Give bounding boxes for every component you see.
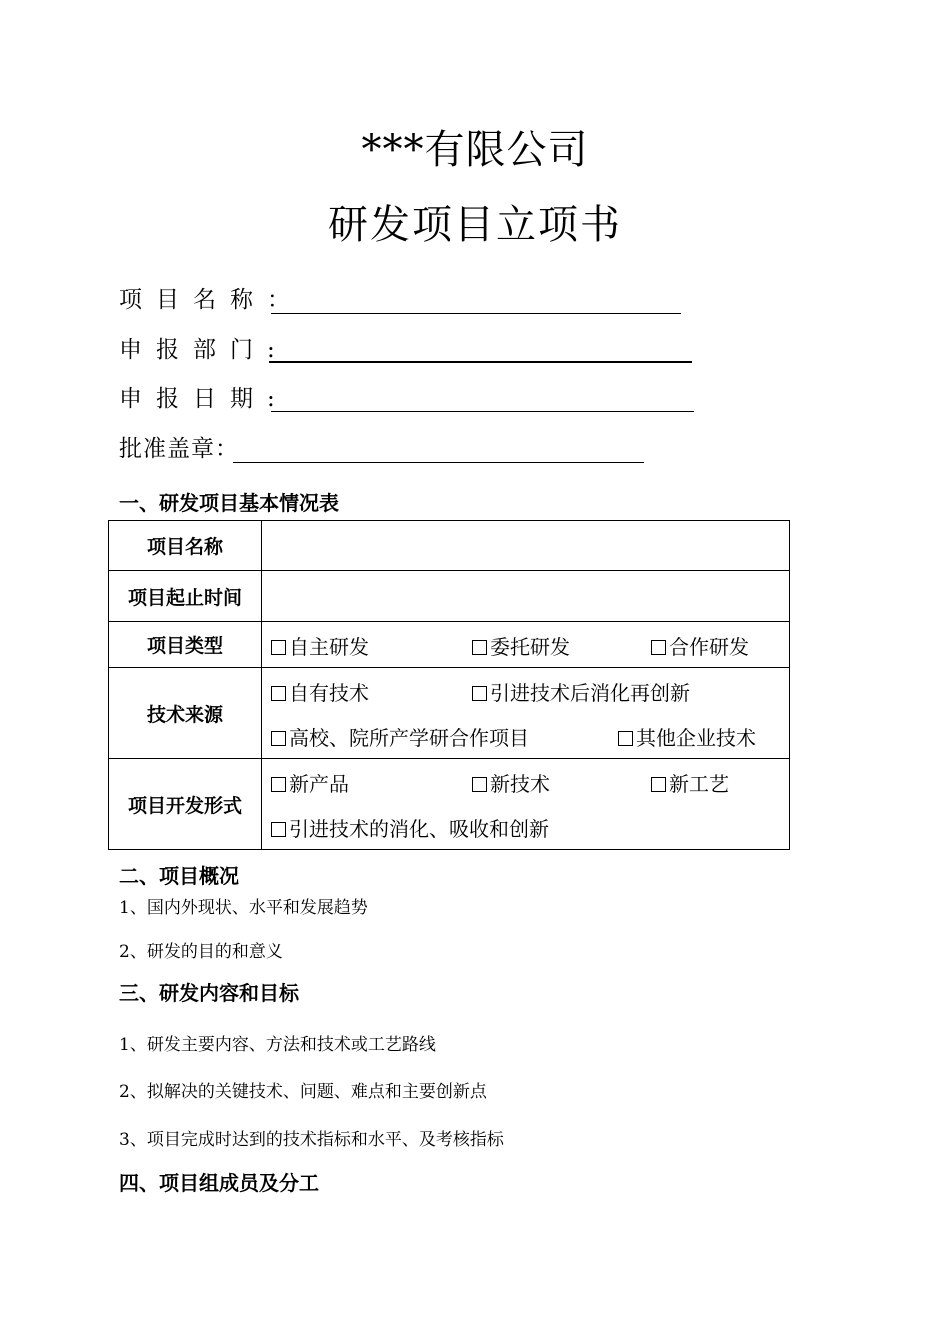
- checkbox-icon[interactable]: [472, 686, 487, 701]
- checkbox-icon[interactable]: [618, 731, 633, 746]
- apply-date-field[interactable]: [271, 386, 694, 412]
- section3-item-2: 2、拟解决的关键技术、问题、难点和主要创新点: [119, 1082, 487, 1102]
- dev-form-cell-label: 项目开发形式: [109, 759, 262, 850]
- checkbox-icon[interactable]: [271, 731, 286, 746]
- form-option-new-process[interactable]: 新工艺: [651, 768, 729, 797]
- source-option-own[interactable]: 自有技术: [271, 677, 369, 706]
- department-field[interactable]: [269, 336, 692, 363]
- checkbox-icon[interactable]: [472, 777, 487, 792]
- company-name: ***有限公司: [361, 127, 589, 173]
- project-name-field[interactable]: [271, 288, 681, 314]
- source-option-other-enterprise[interactable]: 其他企业技术: [618, 722, 756, 751]
- project-name-cell-label: 项目名称: [109, 521, 262, 571]
- document-title: 研发项目立项书: [328, 202, 622, 248]
- section3-heading: 三、研发内容和目标: [119, 981, 299, 1005]
- section2-item-1: 1、国内外现状、水平和发展趋势: [119, 898, 368, 918]
- table-row: [109, 622, 790, 668]
- project-type-cell-label: 项目类型: [109, 622, 262, 668]
- approval-seal-label: 批准盖章：: [119, 436, 239, 462]
- section2-item-2: 2、研发的目的和意义: [119, 942, 283, 962]
- project-type-options: [262, 622, 790, 668]
- table-row: [109, 521, 790, 571]
- department-label: 申报部门:: [119, 337, 289, 363]
- table-row: [109, 759, 790, 850]
- checkbox-icon[interactable]: [651, 640, 666, 655]
- form-option-new-product[interactable]: 新产品: [271, 768, 349, 797]
- checkbox-icon[interactable]: [271, 686, 286, 701]
- section4-heading: 四、项目组成员及分工: [119, 1171, 319, 1195]
- tech-source-options: [262, 668, 790, 759]
- dev-form-options: [262, 759, 790, 850]
- project-info-table: [108, 520, 790, 850]
- project-name-cell-value[interactable]: [262, 521, 790, 571]
- source-option-imported[interactable]: 引进技术后消化再创新: [472, 677, 690, 706]
- checkbox-icon[interactable]: [651, 777, 666, 792]
- section1-heading: 一、研发项目基本情况表: [119, 491, 339, 515]
- apply-date-label: 申报日期:: [119, 386, 289, 412]
- project-name-label: 项目名称：: [119, 287, 304, 313]
- form-option-import-absorb[interactable]: 引进技术的消化、吸收和创新: [271, 813, 549, 842]
- checkbox-icon[interactable]: [472, 640, 487, 655]
- checkbox-icon[interactable]: [271, 777, 286, 792]
- approval-seal-field[interactable]: [233, 437, 644, 463]
- section2-heading: 二、项目概况: [119, 864, 239, 888]
- table-row: [109, 668, 790, 759]
- checkbox-icon[interactable]: [271, 822, 286, 837]
- table-row: [109, 571, 790, 622]
- checkbox-icon[interactable]: [271, 640, 286, 655]
- section3-item-1: 1、研发主要内容、方法和技术或工艺路线: [119, 1035, 436, 1055]
- type-option-cooperative-rd[interactable]: 合作研发: [651, 631, 749, 660]
- type-option-self-rd[interactable]: 自主研发: [271, 631, 369, 660]
- project-period-cell-label: 项目起止时间: [109, 571, 262, 622]
- type-option-commissioned-rd[interactable]: 委托研发: [472, 631, 570, 660]
- section3-item-3: 3、项目完成时达到的技术指标和水平、及考核指标: [119, 1130, 504, 1150]
- form-option-new-tech[interactable]: 新技术: [472, 768, 550, 797]
- project-period-cell-value[interactable]: [262, 571, 790, 622]
- source-option-university[interactable]: 高校、院所产学研合作项目: [271, 722, 529, 751]
- tech-source-cell-label: 技术来源: [109, 668, 262, 759]
